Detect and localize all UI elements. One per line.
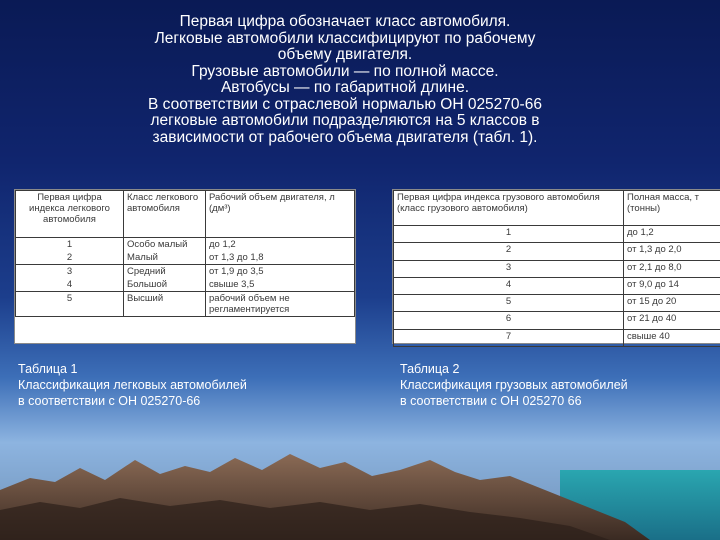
table-row — [394, 243, 720, 260]
table-cell: 5 — [394, 295, 624, 312]
column-header: Рабочий объем двигателя, л (дм³) — [206, 191, 355, 238]
table-cell: 4 — [394, 277, 624, 294]
table-row — [16, 292, 355, 317]
table-row — [394, 295, 720, 312]
table-cell: 4 — [16, 278, 124, 292]
table-row — [394, 277, 720, 294]
table-row — [16, 238, 355, 252]
caption-line: Классификация грузовых автомобилей — [400, 378, 628, 392]
table-cell: 3 — [394, 260, 624, 277]
heading-line: Первая цифра обозначает класс автомобиля. — [179, 13, 511, 30]
column-header: Класс легкового автомобиля — [124, 191, 206, 238]
heading-line: легковые автомобили подразделяются на 5 классов в — [150, 112, 540, 129]
table-cell: Малый — [124, 251, 206, 265]
caption-line: в соответствии с ОН 025270‑66 — [18, 394, 201, 408]
table-cell: свыше 40 — [624, 329, 720, 346]
heading-line: В соответствии с отраслевой нормалью ОН 025270‑66 — [148, 95, 542, 113]
table-cell: 1 — [16, 238, 124, 252]
table-row — [394, 226, 720, 243]
table-cell: Средний — [124, 265, 206, 279]
table-2-caption — [400, 361, 628, 409]
heading-line: Автобусы — по габаритной длине. — [220, 79, 470, 96]
passenger-car-classification-table — [15, 190, 355, 317]
column-header: Первая цифра индекса грузового автомобиля (класс грузового автомобиля) — [394, 191, 624, 226]
table-cell: от 1,9 до 3,5 — [206, 265, 355, 279]
table-cell: свыше 3,5 — [206, 278, 355, 292]
table-cell: 3 — [16, 265, 124, 279]
table-cell: от 1,3 до 2,0 — [624, 243, 720, 260]
table-cell: от 21 до 40 — [624, 312, 720, 329]
table-cell: от 2,1 до 8,0 — [624, 260, 720, 277]
table-cell: до 1,2 — [624, 226, 720, 243]
column-header: Первая цифра индекса легкового автомобиля — [16, 191, 124, 238]
table-cell: 2 — [394, 243, 624, 260]
table-cell: Большой — [124, 278, 206, 292]
table-row — [16, 251, 355, 265]
mountain-landscape-illustration — [0, 410, 720, 540]
table-cell: 5 — [16, 292, 124, 317]
table-cell: до 1,2 — [206, 238, 355, 252]
slide-heading — [95, 14, 595, 146]
table-cell: 7 — [394, 329, 624, 346]
caption-line: в соответствии с ОН 025270 66 — [400, 394, 582, 408]
caption-line: Таблица 1 — [18, 362, 78, 376]
table-cell: 1 — [394, 226, 624, 243]
table-row — [394, 329, 720, 346]
table-cell: 2 — [16, 251, 124, 265]
table-2-card — [392, 189, 720, 344]
table-row — [394, 260, 720, 277]
heading-line: зависимости от рабочего объема двигателя (табл. 1). — [152, 128, 538, 146]
table-1-card — [14, 189, 356, 344]
table-row — [16, 265, 355, 279]
table-1-caption — [18, 361, 247, 409]
heading-line: Легковые автомобили классифицируют по рабочему — [154, 29, 536, 47]
truck-classification-table — [393, 190, 720, 347]
table-row — [16, 278, 355, 292]
table-cell: от 1,3 до 1,8 — [206, 251, 355, 265]
column-header: Полная масса, т (тонны) — [624, 191, 720, 226]
heading-line: объему двигателя. — [277, 46, 413, 63]
table-cell: рабочий объем не регламентируется — [206, 292, 355, 317]
table-cell: 6 — [394, 312, 624, 329]
caption-line: Классификация легковых автомобилей — [18, 378, 247, 392]
table-cell: Особо малый — [124, 238, 206, 252]
heading-line: Грузовые автомобили — по полной массе. — [191, 62, 499, 80]
table-cell: от 9,0 до 14 — [624, 277, 720, 294]
table-row — [394, 312, 720, 329]
table-cell: от 15 до 20 — [624, 295, 720, 312]
caption-line: Таблица 2 — [400, 362, 460, 376]
table-cell: Высший — [124, 292, 206, 317]
